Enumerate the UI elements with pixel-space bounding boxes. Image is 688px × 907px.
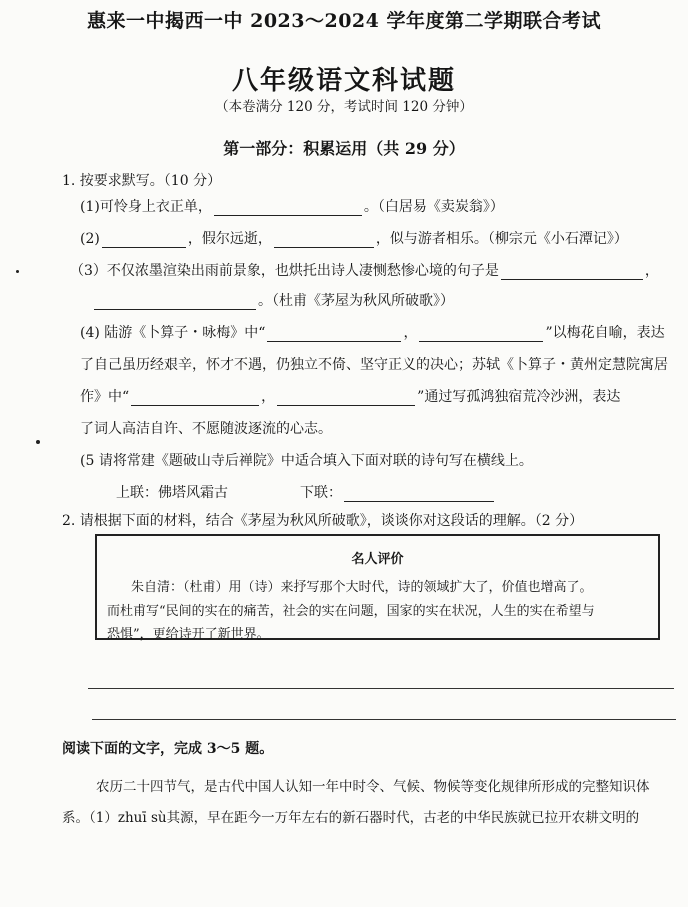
- quote-line-2: 而杜甫写“民间的实在的痛苦，社会的实在问题，国家的实在状况，人生的实在希望与: [107, 604, 595, 619]
- q1-item-3: [70, 260, 659, 280]
- answer-line-2[interactable]: [92, 719, 676, 720]
- q1-item-2: [80, 228, 628, 248]
- answer-blank[interactable]: [267, 327, 401, 342]
- q1-2-source: ，似与游者相乐。（柳宗元《小石潭记》）: [375, 231, 628, 247]
- exam-title: 惠来一中揭西一中 2023～2024 学年度第二学期联合考试: [87, 10, 601, 32]
- q1-item-4-l4: 了词人高洁自许、不愿随波逐流的心志。: [80, 421, 332, 437]
- q2-stem: 2. 请根据下面的材料，结合《茅屋为秋风所破歌》，谈谈你对这段话的理解。（2 分）: [62, 513, 584, 529]
- answer-blank[interactable]: [94, 295, 256, 310]
- q1-1-text: (1)可怜身上衣正单，: [80, 199, 212, 215]
- answer-blank[interactable]: [501, 265, 643, 280]
- answer-blank[interactable]: [102, 233, 186, 248]
- ink-speck: [16, 270, 19, 273]
- q1-4-tail2: ”通过写孤鸿独宿荒冷沙洲，表达: [417, 389, 621, 405]
- q1-4-text: (4) 陆游《卜算子・咏梅》中“: [80, 325, 266, 341]
- couplet-upper: 上联：佛塔风霜古: [116, 485, 228, 501]
- quote-line-3: 恐惧”，更给诗开了新世界。: [107, 627, 270, 642]
- q1-3-text: （3）不仅浓墨渲染出雨前景象，也烘托出诗人凄恻愁惨心境的句子是: [70, 263, 499, 279]
- reading-para-1: 农历二十四节气，是古代中国人认知一年中时令、气候、物候等变化规律所形成的完整知识体: [96, 779, 650, 795]
- exam-subtitle: 八年级语文科试题: [231, 66, 456, 96]
- quote-line-1: 朱自清：（杜甫）用（诗）来抒写那个大时代，诗的领域扩大了，价值也增高了。: [131, 580, 593, 595]
- q1-item-3-cont: [92, 290, 454, 310]
- q1-3-source: 。（杜甫《茅屋为秋风所破歌》）: [258, 293, 454, 309]
- q1-item-4-l2: 了自己虽历经艰辛，怀才不遇，仍独立不倚、坚守正义的决心；苏轼《卜算子・黄州定慧院寓居: [80, 357, 668, 373]
- q1-4-cite: 作》中“: [80, 389, 130, 405]
- q1-3-comma: ，: [644, 263, 659, 279]
- q1-item-4-l3: [80, 386, 620, 406]
- couplet-lower-label: 下联：: [300, 485, 342, 501]
- answer-blank[interactable]: [214, 201, 362, 216]
- q1-stem: 1. 按要求默写。（10 分）: [62, 173, 222, 189]
- answer-blank[interactable]: [277, 391, 415, 406]
- couplet-lower: [300, 482, 496, 502]
- q1-2-mid: ，假尔远逝，: [187, 231, 272, 247]
- quote-box: [95, 534, 660, 640]
- q1-item-1: [80, 196, 504, 216]
- answer-blank[interactable]: [131, 391, 259, 406]
- ink-speck: [36, 440, 40, 444]
- q1-4-comma: ，: [403, 325, 418, 341]
- q1-2-num: (2): [80, 231, 100, 247]
- q1-4-tail: ”以梅花自喻，表达: [545, 325, 665, 341]
- exam-note: （本卷满分 120 分，考试时间 120 分钟）: [215, 99, 473, 115]
- answer-blank[interactable]: [344, 487, 494, 502]
- q1-item-4: [80, 322, 665, 342]
- q1-1-source: 。（白居易《卖炭翁》）: [363, 199, 504, 215]
- answer-blank[interactable]: [274, 233, 374, 248]
- q1-4-comma2: ，: [261, 389, 276, 405]
- section-heading: 第一部分：积累运用（共 29 分）: [223, 139, 465, 158]
- reading-intro: 阅读下面的文字，完成 3～5 题。: [62, 741, 274, 757]
- answer-blank[interactable]: [419, 327, 543, 342]
- answer-line-1[interactable]: [88, 688, 674, 689]
- q1-item-5: (5 请将常建《题破山寺后禅院》中适合填入下面对联的诗句写在横线上。: [80, 453, 533, 469]
- quote-box-title: 名人评价: [351, 552, 404, 567]
- reading-para-2: 系。（1）zhuī sù其源，早在距今一万年左右的新石器时代，古老的中华民族就已拉开农耕文明的: [62, 810, 640, 826]
